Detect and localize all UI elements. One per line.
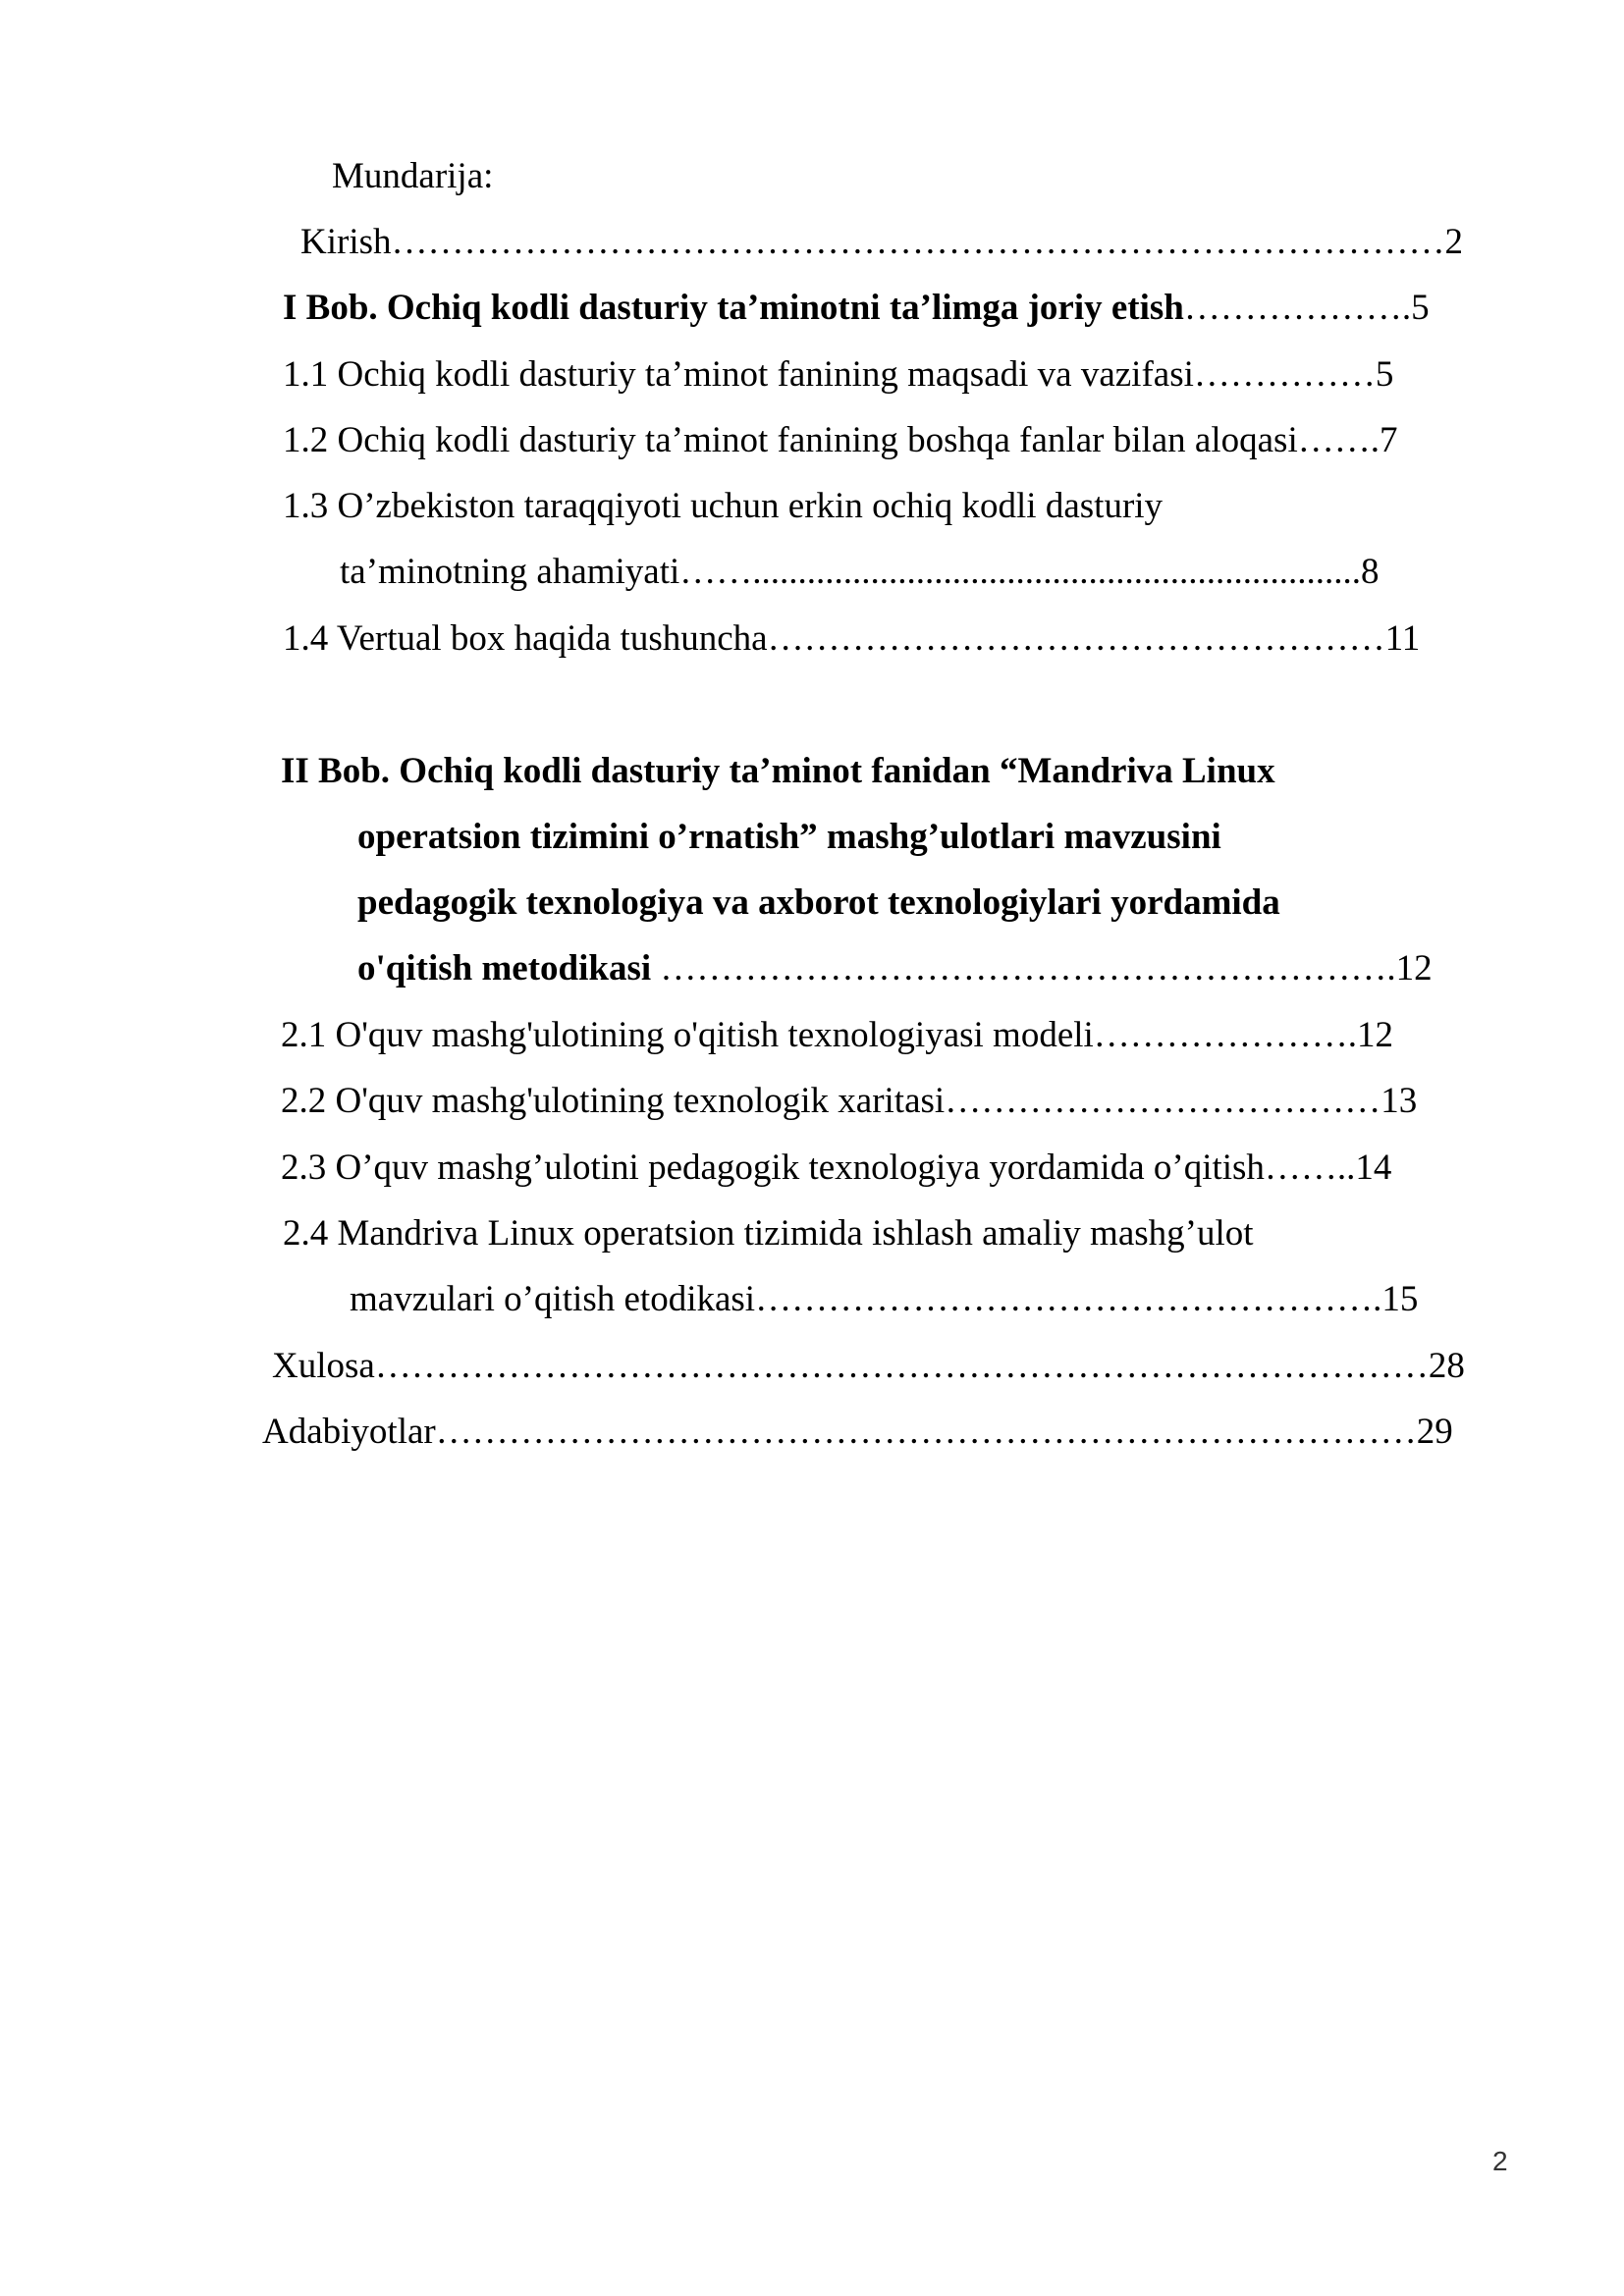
toc-entry-1-3: 1.3 O’zbekiston taraqqiyoti uchun erkin ochiq kodli dasturiy xyxy=(283,486,1164,526)
toc-entry-1-1: 1.1 Ochiq kodli dasturiy ta’minot fanining maqsadi va vazifasi……………5 xyxy=(283,354,1394,395)
toc-heading: Mundarija: xyxy=(332,156,494,196)
toc-entry-2-1: 2.1 O'quv mashg'ulotining o'qitish texnologiyasi modeli………………….12 xyxy=(281,1015,1394,1055)
toc-entry-chapter-2-cont-1: operatsion tizimini o’rnatish” mashg’ulotlari mavzusini xyxy=(357,817,1221,857)
toc-entry-1-2: 1.2 Ochiq kodli dasturiy ta’minot fanining boshqa fanlar bilan aloqasi…….7 xyxy=(283,420,1398,460)
toc-entry-adabiyotlar: Adabiyotlar………………………………………………………………………29 xyxy=(262,1412,1453,1452)
toc-entry-chapter-2-leader: …………………………………………………….12 xyxy=(651,948,1433,988)
toc-entry-1-4: 1.4 Vertual box haqida tushuncha……………………………………………11 xyxy=(283,618,1421,659)
toc-entry-xulosa: Xulosa……………………………………………………………………………28 xyxy=(272,1346,1465,1386)
toc-entry-1-3-cont: ta’minotning ahamiyati……...................................................................8 xyxy=(340,552,1380,592)
toc-entry-2-3: 2.3 O’quv mashg’ulotini pedagogik texnologiya yordamida o’qitish……..14 xyxy=(281,1148,1392,1188)
toc-entry-chapter-1 xyxy=(283,285,1430,332)
toc-entry-chapter-1-title: I Bob. Ochiq kodli dasturiy ta’minotni ta’limga joriy etish xyxy=(283,288,1184,328)
toc-entry-chapter-2: II Bob. Ochiq kodli dasturiy ta’minot fanidan “Mandriva Linux xyxy=(281,751,1275,791)
toc-entry-chapter-2-cont-3 xyxy=(357,945,1433,992)
toc-entry-chapter-1-leader: ……………….5 xyxy=(1183,288,1430,328)
toc-entry-2-4: 2.4 Mandriva Linux operatsion tizimida ishlash amaliy mashg’ulot xyxy=(283,1213,1254,1254)
toc-entry-chapter-2-cont-3-title: o'qitish metodikasi xyxy=(357,948,652,988)
page-number: 2 xyxy=(1492,2146,1508,2176)
toc-entry-chapter-2-cont-2: pedagogik texnologiya va axborot texnologiylari yordamida xyxy=(357,882,1280,923)
toc-entry-2-4-cont: mavzulari o’qitish etodikasi…………………………………………….15 xyxy=(350,1279,1419,1319)
toc-entry-kirish: Kirish……………………………………………………………………………2 xyxy=(300,222,1463,262)
toc-entry-2-2: 2.2 O'quv mashg'ulotining texnologik xaritasi………………………………13 xyxy=(281,1081,1418,1121)
